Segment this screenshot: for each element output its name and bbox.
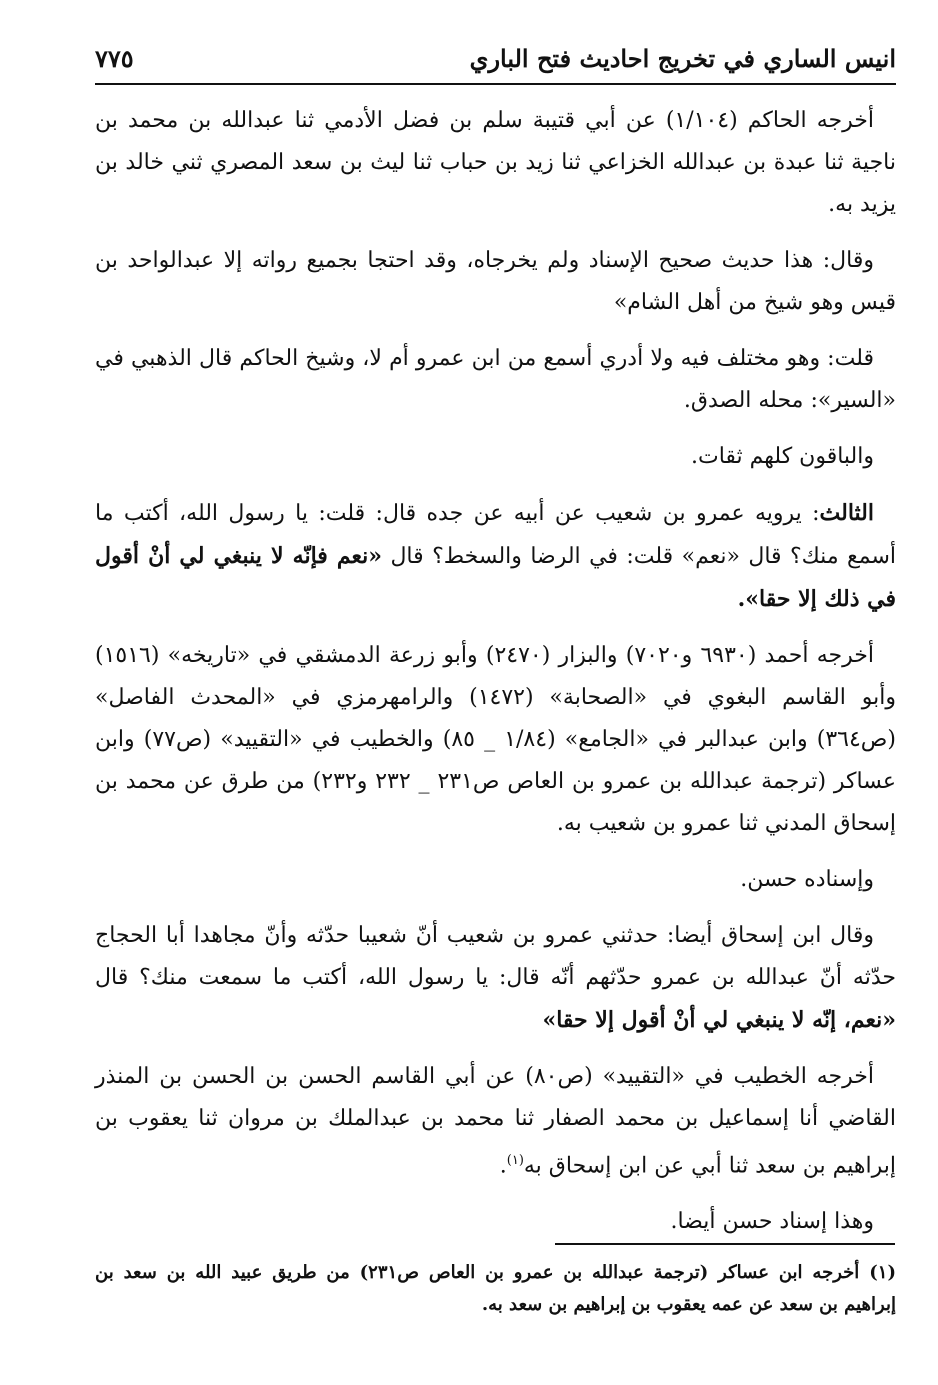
header-rule <box>95 83 896 85</box>
hadith-text: «نعم فإنّه لا ينبغي لي أنْ أقول في ذلك إلا حقا». <box>95 543 896 612</box>
main-text <box>95 100 896 1257</box>
paragraph: وهذا إسناد حسن أيضا. <box>670 1209 874 1235</box>
paragraph: والباقون كلهم ثقات. <box>690 444 874 469</box>
footnote-text: أخرجه ابن عساكر (ترجمة عبدالله بن عمرو بن العاص ص٢٣١) من طريق عبيد الله بن سعد بن إبراهيم بن سعد عن عمه يعقوب بن إبراهيم بن سعد به. <box>95 1262 896 1315</box>
paragraph: الثالث: يرويه عمرو بن شعيب عن أبيه عن جده قال: قلت: يا رسول الله، أكتب ما أسمع منك؟ قال «نعم» قلت: في الرضا والسخط؟ قال «نعم فإنّه لا ينبغي لي أنْ أقول في ذلك إلا حقا». <box>95 500 897 612</box>
footnote-ref[interactable]: (١) <box>506 1153 524 1168</box>
paragraph: أخرجه الخطيب في «التقييد» (ص٨٠) عن أبي القاسم الحسن بن الحسن بن المنذر القاضي أنا إسماعيل بن محمد الصفار ثنا محمد بن عبدالملك بن مروان ثنا يعقوب بن إبراهيم بن سعد ثنا أبي عن ابن إسحاق به$^{(١)}$. <box>95 1064 896 1179</box>
section-lead: الثالث <box>819 500 874 526</box>
footnote-marker: (١) <box>869 1262 896 1283</box>
paragraph: وقال: هذا حديث صحيح الإسناد ولم يخرجاه، وقد احتجا بجميع رواته إلا عبدالواحد بن قيس وهو شيخ من أهل الشام» <box>95 248 896 315</box>
running-title: انيس الساري في تخريج احاديث فتح الباري <box>469 44 896 73</box>
paragraph: أخرجه أحمد (٦٩٣٠ و٧٠٢٠) والبزار (٢٤٧٠) وأبو زرعة الدمشقي في «تاريخه» (١٥١٦) وأبو القاسم البغوي في «الصحابة» (١٤٧٢) والرامهرمزي في «المحدث الفاصل» (ص٣٦٤) وابن عبدالبر في «الجامع» (١/٨٤ _ ٨٥) والخطيب في «التقييد» (ص٧٧) وابن عساكر (ترجمة عبدالله بن عمرو بن العاص ص٢٣١ _ ٢٣٢ و٢٣٢) من طرق عن محمد بن إسحاق المدني ثنا عمرو بن شعيب به. <box>95 643 896 836</box>
paragraph: أخرجه الحاكم (١/١٠٤) عن أبي قتيبة سلم بن فضل الأدمي ثنا عبدالله بن محمد بن ناجية ثنا عبدة بن عبدالله الخزاعي ثنا زيد بن حباب ثنا ليث بن سعد المصري ثني خالد بن يزيد به. <box>95 108 896 217</box>
paragraph: وإسناده حسن. <box>740 867 874 892</box>
footnote <box>95 1257 896 1321</box>
footnote-rule <box>555 1243 895 1245</box>
hadith-text: «نعم، إنّه لا ينبغي لي أنْ أقول إلا حقا» <box>542 1007 896 1033</box>
paragraph: قلت: وهو مختلف فيه ولا أدري أسمع من ابن عمرو أم لا، وشيخ الحاكم قال الذهبي في «السير»: محله الصدق. <box>95 346 896 413</box>
page-header <box>95 38 896 78</box>
paragraph: وقال ابن إسحاق أيضا: حدثني عمرو بن شعيب أنّ شعيبا حدّثه وأنّ مجاهدا أبا الحجاج حدّثه أنّ عبدالله بن عمرو حدّثهم أنّه قال: يا رسول الله، أكتب ما سمعت منك؟ قال «نعم، إنّه لا ينبغي لي أنْ أقول إلا حقا» <box>95 923 896 1033</box>
page-number: ٧٧٥ <box>95 44 134 73</box>
